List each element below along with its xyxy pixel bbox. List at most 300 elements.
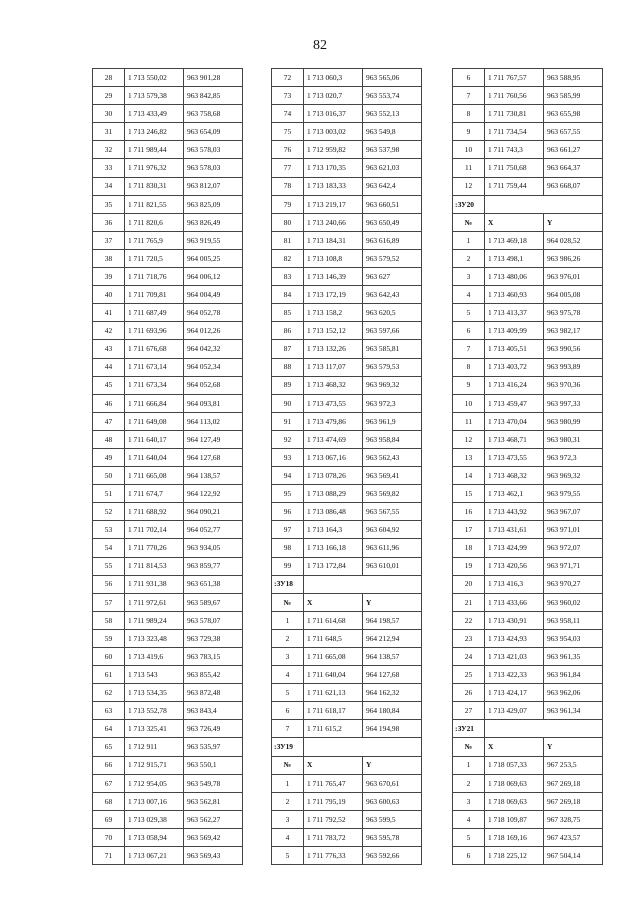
x-coordinate-cell: 1 711 821,55 bbox=[125, 195, 184, 213]
coordinate-row bbox=[93, 87, 243, 105]
y-coordinate-cell: 963 627 bbox=[363, 268, 422, 286]
x-coordinate-cell: 1 711 693,96 bbox=[125, 322, 184, 340]
point-number-cell: 33 bbox=[93, 159, 125, 177]
y-coordinate-cell: 964 113,02 bbox=[184, 412, 243, 430]
coordinate-row bbox=[93, 521, 243, 539]
y-coordinate-cell: 963 976,01 bbox=[544, 268, 603, 286]
x-coordinate-cell: 1 713 468,32 bbox=[485, 467, 544, 485]
point-number-cell: 15 bbox=[453, 485, 485, 503]
x-coordinate-cell: 1 718 057,33 bbox=[485, 756, 544, 774]
x-coordinate-cell: 1 713 462,1 bbox=[485, 485, 544, 503]
coordinate-row bbox=[272, 87, 422, 105]
x-coordinate-cell: 1 711 750,68 bbox=[485, 159, 544, 177]
x-coordinate-cell: 1 711 792,52 bbox=[304, 810, 363, 828]
x-coordinate-cell: 1 713 543 bbox=[125, 666, 184, 684]
coordinate-row bbox=[93, 105, 243, 123]
y-coordinate-cell: 963 650,49 bbox=[363, 213, 422, 231]
coordinate-row bbox=[453, 430, 603, 448]
x-coordinate-cell: 1 711 931,38 bbox=[125, 575, 184, 593]
point-number-cell: 48 bbox=[93, 430, 125, 448]
point-number-cell: 14 bbox=[453, 467, 485, 485]
point-number-cell: 19 bbox=[453, 557, 485, 575]
section-label: :ЗУ20 bbox=[453, 195, 485, 213]
y-coordinate-cell: 963 990,56 bbox=[544, 340, 603, 358]
x-coordinate-cell: 1 713 534,35 bbox=[125, 684, 184, 702]
point-number-cell: 8 bbox=[453, 358, 485, 376]
x-coordinate-cell: 1 713 443,92 bbox=[485, 503, 544, 521]
coordinate-row bbox=[453, 159, 603, 177]
y-coordinate-cell: 963 960,02 bbox=[544, 593, 603, 611]
y-coordinate-cell: 963 961,34 bbox=[544, 702, 603, 720]
point-number-cell: 31 bbox=[93, 123, 125, 141]
y-coordinate-cell: 963 578,03 bbox=[184, 159, 243, 177]
point-number-cell: 50 bbox=[93, 467, 125, 485]
point-number-cell: 47 bbox=[93, 412, 125, 430]
point-number-cell: 2 bbox=[453, 249, 485, 267]
coordinate-row bbox=[453, 467, 603, 485]
y-coordinate-cell: 963 670,61 bbox=[363, 774, 422, 792]
y-coordinate-cell: 963 660,51 bbox=[363, 195, 422, 213]
section-empty-cell bbox=[485, 720, 603, 738]
x-coordinate-cell: 1 713 246,82 bbox=[125, 123, 184, 141]
coordinate-row bbox=[272, 177, 422, 195]
point-number-cell: 20 bbox=[453, 575, 485, 593]
coordinate-row bbox=[453, 828, 603, 846]
x-coordinate-cell: 1 711 666,84 bbox=[125, 394, 184, 412]
point-number-cell: 32 bbox=[93, 141, 125, 159]
point-number-cell: 7 bbox=[272, 720, 304, 738]
coordinate-row bbox=[93, 611, 243, 629]
x-coordinate-cell: 1 713 419,6 bbox=[125, 648, 184, 666]
x-coordinate-cell: 1 713 029,38 bbox=[125, 810, 184, 828]
coordinate-row bbox=[272, 557, 422, 575]
x-coordinate-cell: 1 713 469,18 bbox=[485, 231, 544, 249]
point-number-cell: 71 bbox=[93, 847, 125, 865]
point-number-cell: 25 bbox=[453, 666, 485, 684]
point-number-cell: 60 bbox=[93, 648, 125, 666]
point-number-cell: 49 bbox=[93, 448, 125, 466]
y-coordinate-cell: 964 212,94 bbox=[363, 629, 422, 647]
x-coordinate-cell: 1 713 579,38 bbox=[125, 87, 184, 105]
x-coordinate-cell: 1 713 474,69 bbox=[304, 430, 363, 448]
coordinate-row bbox=[93, 268, 243, 286]
x-coordinate-cell: 1 711 989,24 bbox=[125, 611, 184, 629]
coordinate-row bbox=[93, 774, 243, 792]
x-coordinate-cell: 1 711 621,13 bbox=[304, 684, 363, 702]
y-coordinate-cell: 963 549,8 bbox=[363, 123, 422, 141]
coordinate-row bbox=[272, 430, 422, 448]
y-coordinate-cell: 963 585,81 bbox=[363, 340, 422, 358]
y-coordinate-cell: 963 562,43 bbox=[363, 448, 422, 466]
point-number-cell: 6 bbox=[453, 847, 485, 865]
x-coordinate-cell: 1 713 058,94 bbox=[125, 828, 184, 846]
x-coordinate-cell: 1 713 433,66 bbox=[485, 593, 544, 611]
y-coordinate-cell: 963 657,55 bbox=[544, 123, 603, 141]
point-number-cell: 85 bbox=[272, 304, 304, 322]
point-number-cell: 24 bbox=[453, 648, 485, 666]
point-number-cell: 11 bbox=[453, 412, 485, 430]
y-coordinate-cell: 963 549,78 bbox=[184, 774, 243, 792]
coordinate-row bbox=[453, 485, 603, 503]
y-coordinate-cell: 963 826,49 bbox=[184, 213, 243, 231]
y-coordinate-cell: 963 961,9 bbox=[363, 412, 422, 430]
coordinate-row bbox=[453, 448, 603, 466]
y-coordinate-cell: 964 194,98 bbox=[363, 720, 422, 738]
y-coordinate-cell: 963 971,01 bbox=[544, 521, 603, 539]
coordinate-row bbox=[272, 394, 422, 412]
x-coordinate-cell: 1 711 734,54 bbox=[485, 123, 544, 141]
x-coordinate-cell: 1 713 016,37 bbox=[304, 105, 363, 123]
point-number-cell: 3 bbox=[453, 792, 485, 810]
x-coordinate-cell: 1 713 470,04 bbox=[485, 412, 544, 430]
point-number-cell: 57 bbox=[93, 593, 125, 611]
y-header: Y bbox=[363, 593, 422, 611]
coordinate-row bbox=[272, 611, 422, 629]
y-coordinate-cell: 963 967,07 bbox=[544, 503, 603, 521]
x-coordinate-cell: 1 713 240,66 bbox=[304, 213, 363, 231]
point-number-cell: 6 bbox=[453, 322, 485, 340]
y-header: Y bbox=[544, 213, 603, 231]
point-number-cell: 79 bbox=[272, 195, 304, 213]
point-number-cell: 16 bbox=[453, 503, 485, 521]
y-coordinate-cell: 963 726,49 bbox=[184, 720, 243, 738]
x-coordinate-cell: 1 711 676,68 bbox=[125, 340, 184, 358]
x-coordinate-cell: 1 712 959,82 bbox=[304, 141, 363, 159]
coordinate-row bbox=[272, 774, 422, 792]
x-coordinate-cell: 1 713 498,1 bbox=[485, 249, 544, 267]
coordinate-row bbox=[272, 141, 422, 159]
x-coordinate-cell: 1 711 767,57 bbox=[485, 69, 544, 87]
y-coordinate-cell: 963 589,67 bbox=[184, 593, 243, 611]
coordinates-table-3 bbox=[452, 68, 603, 865]
point-number-cell: 55 bbox=[93, 557, 125, 575]
x-coordinate-cell: 1 711 648,5 bbox=[304, 629, 363, 647]
x-coordinate-cell: 1 713 325,41 bbox=[125, 720, 184, 738]
y-coordinate-cell: 963 579,52 bbox=[363, 249, 422, 267]
x-coordinate-cell: 1 713 459,47 bbox=[485, 394, 544, 412]
coordinate-row bbox=[93, 141, 243, 159]
coordinate-row bbox=[453, 702, 603, 720]
x-coordinate-cell: 1 711 640,17 bbox=[125, 430, 184, 448]
header-row bbox=[453, 213, 603, 231]
point-number-cell: 54 bbox=[93, 539, 125, 557]
y-coordinate-cell: 963 919,55 bbox=[184, 231, 243, 249]
point-number-cell: 7 bbox=[453, 340, 485, 358]
point-number-cell: 7 bbox=[453, 87, 485, 105]
y-coordinate-cell: 963 954,03 bbox=[544, 629, 603, 647]
section-empty-cell bbox=[304, 738, 422, 756]
y-coordinate-cell: 963 970,36 bbox=[544, 376, 603, 394]
x-coordinate-cell: 1 713 433,49 bbox=[125, 105, 184, 123]
y-coordinate-cell: 964 028,52 bbox=[544, 231, 603, 249]
point-number-cell: 58 bbox=[93, 611, 125, 629]
x-coordinate-cell: 1 711 665,08 bbox=[125, 467, 184, 485]
y-coordinate-cell: 964 180,84 bbox=[363, 702, 422, 720]
coordinate-row bbox=[453, 503, 603, 521]
y-coordinate-cell: 963 578,07 bbox=[184, 611, 243, 629]
point-number-cell: 5 bbox=[272, 684, 304, 702]
coordinate-row bbox=[453, 684, 603, 702]
x-coordinate-cell: 1 713 424,93 bbox=[485, 629, 544, 647]
coordinate-row bbox=[272, 847, 422, 865]
point-number-cell: 38 bbox=[93, 249, 125, 267]
x-coordinate-cell: 1 713 421,03 bbox=[485, 648, 544, 666]
point-number-cell: 28 bbox=[93, 69, 125, 87]
x-coordinate-cell: 1 711 702,14 bbox=[125, 521, 184, 539]
point-number-cell: 4 bbox=[453, 286, 485, 304]
coordinate-row bbox=[453, 412, 603, 430]
x-coordinate-cell: 1 718 109,87 bbox=[485, 810, 544, 828]
x-coordinate-cell: 1 713 170,35 bbox=[304, 159, 363, 177]
y-coordinate-cell: 963 569,43 bbox=[184, 847, 243, 865]
point-number-cell: 91 bbox=[272, 412, 304, 430]
point-number-cell: 59 bbox=[93, 629, 125, 647]
x-coordinate-cell: 1 713 422,33 bbox=[485, 666, 544, 684]
point-number-cell: 88 bbox=[272, 358, 304, 376]
point-number-cell: 10 bbox=[453, 141, 485, 159]
coordinate-row bbox=[93, 756, 243, 774]
y-coordinate-cell: 963 758,68 bbox=[184, 105, 243, 123]
x-coordinate-cell: 1 711 709,81 bbox=[125, 286, 184, 304]
point-number-cell: 68 bbox=[93, 792, 125, 810]
coordinate-row bbox=[272, 213, 422, 231]
point-number-cell: 67 bbox=[93, 774, 125, 792]
x-coordinate-cell: 1 713 473,55 bbox=[304, 394, 363, 412]
y-coordinate-cell: 963 970,27 bbox=[544, 575, 603, 593]
x-coordinate-cell: 1 713 183,33 bbox=[304, 177, 363, 195]
x-header: X bbox=[304, 593, 363, 611]
y-coordinate-cell: 964 005,08 bbox=[544, 286, 603, 304]
coordinate-row bbox=[453, 231, 603, 249]
point-number-cell: 74 bbox=[272, 105, 304, 123]
y-coordinate-cell: 963 972,07 bbox=[544, 539, 603, 557]
x-coordinate-cell: 1 713 003,02 bbox=[304, 123, 363, 141]
y-coordinate-cell: 964 122,92 bbox=[184, 485, 243, 503]
y-coordinate-cell: 963 872,48 bbox=[184, 684, 243, 702]
x-coordinate-cell: 1 713 480,06 bbox=[485, 268, 544, 286]
coordinate-row bbox=[93, 304, 243, 322]
coordinate-row bbox=[453, 105, 603, 123]
y-coordinate-cell: 963 842,85 bbox=[184, 87, 243, 105]
coordinate-row bbox=[93, 195, 243, 213]
y-coordinate-cell: 964 042,32 bbox=[184, 340, 243, 358]
y-coordinate-cell: 964 005,25 bbox=[184, 249, 243, 267]
point-number-cell: 77 bbox=[272, 159, 304, 177]
point-number-cell: 6 bbox=[272, 702, 304, 720]
y-coordinate-cell: 963 997,33 bbox=[544, 394, 603, 412]
x-coordinate-cell: 1 711 760,56 bbox=[485, 87, 544, 105]
x-coordinate-cell: 1 711 720,5 bbox=[125, 249, 184, 267]
x-coordinate-cell: 1 713 550,02 bbox=[125, 69, 184, 87]
point-number-cell: 41 bbox=[93, 304, 125, 322]
section-empty-cell bbox=[485, 195, 603, 213]
coordinate-row bbox=[453, 847, 603, 865]
coordinate-row bbox=[272, 467, 422, 485]
y-coordinate-cell: 964 127,68 bbox=[184, 448, 243, 466]
x-coordinate-cell: 1 711 783,72 bbox=[304, 828, 363, 846]
coordinate-row bbox=[453, 810, 603, 828]
y-coordinate-cell: 963 664,37 bbox=[544, 159, 603, 177]
point-number-cell: 1 bbox=[453, 756, 485, 774]
x-coordinate-cell: 1 711 765,9 bbox=[125, 231, 184, 249]
x-coordinate-cell: 1 712 954,05 bbox=[125, 774, 184, 792]
x-coordinate-cell: 1 718 069,63 bbox=[485, 792, 544, 810]
coordinate-row bbox=[93, 593, 243, 611]
point-number-cell: 75 bbox=[272, 123, 304, 141]
x-coordinate-cell: 1 711 814,53 bbox=[125, 557, 184, 575]
y-coordinate-cell: 964 162,32 bbox=[363, 684, 422, 702]
x-coordinate-cell: 1 711 795,19 bbox=[304, 792, 363, 810]
y-coordinate-cell: 963 980,99 bbox=[544, 412, 603, 430]
y-coordinate-cell: 963 812,07 bbox=[184, 177, 243, 195]
point-number-cell: 53 bbox=[93, 521, 125, 539]
y-coordinate-cell: 963 553,74 bbox=[363, 87, 422, 105]
y-coordinate-cell: 967 269,18 bbox=[544, 792, 603, 810]
y-coordinate-cell: 963 642,43 bbox=[363, 286, 422, 304]
point-number-cell: 26 bbox=[453, 684, 485, 702]
y-coordinate-cell: 963 982,17 bbox=[544, 322, 603, 340]
x-coordinate-cell: 1 713 078,26 bbox=[304, 467, 363, 485]
point-number-cell: 63 bbox=[93, 702, 125, 720]
section-row bbox=[453, 720, 603, 738]
y-coordinate-cell: 963 958,11 bbox=[544, 611, 603, 629]
point-number-cell: 1 bbox=[272, 774, 304, 792]
y-coordinate-cell: 963 620,5 bbox=[363, 304, 422, 322]
x-coordinate-cell: 1 713 429,07 bbox=[485, 702, 544, 720]
y-coordinate-cell: 963 585,99 bbox=[544, 87, 603, 105]
section-row bbox=[453, 195, 603, 213]
coordinate-row bbox=[93, 448, 243, 466]
y-coordinate-cell: 964 052,68 bbox=[184, 376, 243, 394]
x-coordinate-cell: 1 711 665,08 bbox=[304, 648, 363, 666]
x-coordinate-cell: 1 711 687,49 bbox=[125, 304, 184, 322]
x-coordinate-cell: 1 713 146,39 bbox=[304, 268, 363, 286]
x-coordinate-cell: 1 718 169,16 bbox=[485, 828, 544, 846]
x-coordinate-cell: 1 713 086,48 bbox=[304, 503, 363, 521]
x-coordinate-cell: 1 713 479,86 bbox=[304, 412, 363, 430]
coordinate-row bbox=[453, 322, 603, 340]
point-number-cell: 4 bbox=[272, 666, 304, 684]
y-coordinate-cell: 963 855,42 bbox=[184, 666, 243, 684]
x-coordinate-cell: 1 713 323,48 bbox=[125, 629, 184, 647]
section-label: :ЗУ19 bbox=[272, 738, 304, 756]
y-coordinate-cell: 967 328,75 bbox=[544, 810, 603, 828]
x-coordinate-cell: 1 711 972,61 bbox=[125, 593, 184, 611]
coordinate-row bbox=[93, 376, 243, 394]
x-coordinate-cell: 1 711 830,31 bbox=[125, 177, 184, 195]
x-coordinate-cell: 1 711 730,81 bbox=[485, 105, 544, 123]
y-coordinate-cell: 963 661,27 bbox=[544, 141, 603, 159]
y-coordinate-cell: 963 975,78 bbox=[544, 304, 603, 322]
y-coordinate-cell: 964 090,21 bbox=[184, 503, 243, 521]
x-coordinate-cell: 1 711 614,68 bbox=[304, 611, 363, 629]
x-coordinate-cell: 1 713 158,2 bbox=[304, 304, 363, 322]
point-number-cell: 51 bbox=[93, 485, 125, 503]
x-coordinate-cell: 1 713 060,3 bbox=[304, 69, 363, 87]
y-coordinate-cell: 963 979,55 bbox=[544, 485, 603, 503]
x-coordinate-cell: 1 713 067,21 bbox=[125, 847, 184, 865]
coordinate-row bbox=[93, 810, 243, 828]
coordinate-row bbox=[453, 286, 603, 304]
coordinate-row bbox=[272, 376, 422, 394]
coordinate-row bbox=[93, 159, 243, 177]
point-number-cell: 10 bbox=[453, 394, 485, 412]
x-coordinate-cell: 1 711 976,32 bbox=[125, 159, 184, 177]
x-coordinate-cell: 1 711 618,17 bbox=[304, 702, 363, 720]
x-coordinate-cell: 1 711 615,2 bbox=[304, 720, 363, 738]
point-number-cell: 22 bbox=[453, 611, 485, 629]
coordinate-row bbox=[272, 521, 422, 539]
point-number-cell: 27 bbox=[453, 702, 485, 720]
y-coordinate-cell: 963 934,05 bbox=[184, 539, 243, 557]
point-number-cell: 5 bbox=[453, 304, 485, 322]
point-number-cell: 81 bbox=[272, 231, 304, 249]
y-coordinate-cell: 964 138,57 bbox=[184, 467, 243, 485]
y-coordinate-cell: 963 958,84 bbox=[363, 430, 422, 448]
y-coordinate-cell: 963 550,1 bbox=[184, 756, 243, 774]
y-coordinate-cell: 964 006,12 bbox=[184, 268, 243, 286]
x-coordinate-cell: 1 713 152,12 bbox=[304, 322, 363, 340]
coordinate-row bbox=[453, 249, 603, 267]
point-number-cell: 83 bbox=[272, 268, 304, 286]
coordinate-row bbox=[272, 629, 422, 647]
y-coordinate-cell: 967 423,57 bbox=[544, 828, 603, 846]
point-number-cell: 11 bbox=[453, 159, 485, 177]
y-coordinate-cell: 963 961,84 bbox=[544, 666, 603, 684]
coordinate-row bbox=[272, 322, 422, 340]
header-row bbox=[453, 738, 603, 756]
coordinate-row bbox=[93, 231, 243, 249]
y-coordinate-cell: 963 562,81 bbox=[184, 792, 243, 810]
x-coordinate-cell: 1 713 117,07 bbox=[304, 358, 363, 376]
coordinate-row bbox=[272, 358, 422, 376]
point-number-cell: 37 bbox=[93, 231, 125, 249]
y-coordinate-cell: 963 567,55 bbox=[363, 503, 422, 521]
y-coordinate-cell: 963 592,66 bbox=[363, 847, 422, 865]
x-coordinate-cell: 1 713 172,19 bbox=[304, 286, 363, 304]
section-row bbox=[272, 738, 422, 756]
point-number-cell: 12 bbox=[453, 177, 485, 195]
coordinate-row bbox=[272, 105, 422, 123]
y-coordinate-cell: 963 654,09 bbox=[184, 123, 243, 141]
coordinate-row bbox=[453, 666, 603, 684]
point-number-cell: 1 bbox=[453, 231, 485, 249]
coordinate-row bbox=[453, 792, 603, 810]
y-coordinate-cell: 967 269,18 bbox=[544, 774, 603, 792]
y-coordinate-cell: 963 597,66 bbox=[363, 322, 422, 340]
y-coordinate-cell: 963 969,32 bbox=[544, 467, 603, 485]
point-number-cell: 9 bbox=[453, 123, 485, 141]
coordinate-row bbox=[93, 286, 243, 304]
point-number-cell: 87 bbox=[272, 340, 304, 358]
coordinate-row bbox=[272, 195, 422, 213]
coordinate-row bbox=[272, 792, 422, 810]
y-coordinate-cell: 963 599,5 bbox=[363, 810, 422, 828]
y-coordinate-cell: 963 859,77 bbox=[184, 557, 243, 575]
x-coordinate-cell: 1 711 820,6 bbox=[125, 213, 184, 231]
section-empty-cell bbox=[304, 575, 422, 593]
coordinate-row bbox=[93, 702, 243, 720]
coordinate-row bbox=[93, 738, 243, 756]
point-number-cell: 3 bbox=[272, 810, 304, 828]
coordinate-row bbox=[453, 69, 603, 87]
y-coordinate-cell: 963 642,4 bbox=[363, 177, 422, 195]
coordinate-row bbox=[272, 249, 422, 267]
coordinate-row bbox=[272, 69, 422, 87]
x-coordinate-cell: 1 713 420,56 bbox=[485, 557, 544, 575]
point-number-cell: 82 bbox=[272, 249, 304, 267]
y-coordinate-cell: 964 012,26 bbox=[184, 322, 243, 340]
